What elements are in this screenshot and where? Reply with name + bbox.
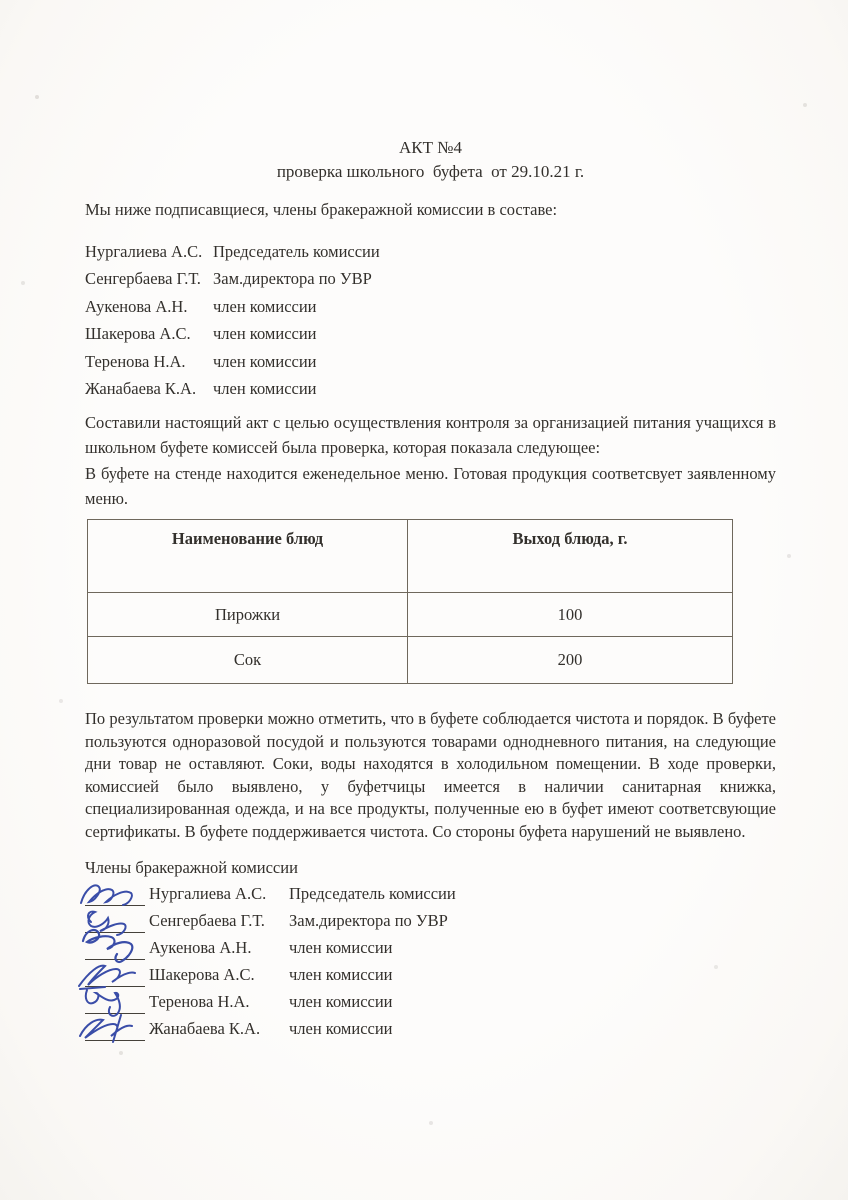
signatory-role: член комиссии <box>289 1018 393 1038</box>
signatory-name: Жанабаева К.А. <box>149 1018 261 1038</box>
handwritten-signature-icon <box>75 1010 149 1046</box>
member-role: Зам.директора по УВР <box>213 269 372 289</box>
signatory-name: Нургалиева А.С. <box>149 883 267 903</box>
member-role: член комиссии <box>213 379 317 399</box>
signature-row <box>85 960 776 987</box>
signature-line <box>85 914 145 933</box>
table-header-output: Выход блюда, г. <box>408 520 733 593</box>
signature-list <box>85 879 776 1041</box>
member-name: Нургалиева А.С. <box>85 241 203 261</box>
member-name: Жанабаева К.А. <box>85 379 197 399</box>
signature-line <box>85 995 145 1014</box>
signatures-heading: Члены бракеражной комиссии <box>85 857 298 877</box>
member-row <box>85 293 776 321</box>
table-header-dish: Наименование блюд <box>88 520 408 593</box>
signatory-role: Зам.директора по УВР <box>289 910 448 930</box>
scan-speckles <box>0 0 2 2</box>
document-title-block <box>85 0 776 184</box>
signatory-role: член комиссии <box>289 991 393 1011</box>
table-cell-dish: Сок <box>88 637 408 684</box>
member-row <box>85 238 776 266</box>
document-content <box>85 0 776 1041</box>
signatory-name: Аукенова А.Н. <box>149 937 252 957</box>
table-header-row <box>88 520 733 593</box>
table-cell-output: 100 <box>408 593 733 637</box>
member-name: Сенгербаева Г.Т. <box>85 269 201 289</box>
signature-line <box>85 887 145 906</box>
table-row <box>88 593 733 637</box>
member-row <box>85 376 776 404</box>
member-row <box>85 266 776 294</box>
member-row <box>85 321 776 349</box>
document-title: АКТ №4 <box>399 138 462 157</box>
table-row <box>88 637 733 684</box>
intro-paragraph: Мы ниже подписавщиеся, члены бракеражной комиссии в составе: <box>85 200 558 219</box>
menu-table <box>87 519 733 684</box>
signatory-role: член комиссии <box>289 937 393 957</box>
member-role: член комиссии <box>213 351 317 371</box>
signatory-role: Председатель комиссии <box>289 883 456 903</box>
signature-line <box>85 968 145 987</box>
member-name: Аукенова А.Н. <box>85 296 188 316</box>
signature-row <box>85 987 776 1014</box>
signatory-name: Теренова Н.А. <box>149 991 250 1011</box>
signatory-role: член комиссии <box>289 964 393 984</box>
signatory-name: Шакерова А.С. <box>149 964 255 984</box>
document-subtitle: проверка школьного буфета от 29.10.21 г. <box>276 162 585 181</box>
member-role: член комиссии <box>213 324 317 344</box>
inspection-results-paragraph: По результатом проверки можно отметить, что в буфете соблюдается чистота и порядок. В буфете пользуются одноразовой посудой и пользуются товарами однодневного питания, на следующие дни товар не оставляют. Соки, воды находятся в холодильном помещении. В ходе проверки, комиссией было выявлено, у буфетчицы имеется в наличии санитарная книжка, специализированная одежда, и на все продукты, полученные ею в буфет имеют соответсвующие сертификаты. В буфете поддерживается чистота. Со стороны буфета нарушений не выявлено. <box>85 709 776 841</box>
member-row <box>85 348 776 376</box>
member-name: Шакерова А.С. <box>85 324 191 344</box>
act-purpose-paragraph: Составили настоящий акт с целью осуществления контроля за организацией питания учащихся в школьном буфете комиссей была проверка, которая показала следующее: <box>85 413 776 457</box>
signature-row <box>85 879 776 906</box>
table-cell-output: 200 <box>408 637 733 684</box>
table-cell-dish: Пирожки <box>88 593 408 637</box>
member-role: Председатель комиссии <box>213 241 380 261</box>
signature-line <box>85 1022 145 1041</box>
commission-member-list <box>85 238 776 403</box>
signature-row <box>85 933 776 960</box>
signature-line <box>85 941 145 960</box>
member-name: Теренова Н.А. <box>85 351 186 371</box>
menu-note-paragraph: В буфете на стенде находится еженедельное меню. Готовая продукция соответсвует заявленному меню. <box>85 464 776 508</box>
member-role: член комиссии <box>213 296 317 316</box>
signature-row <box>85 906 776 933</box>
signatory-name: Сенгербаева Г.Т. <box>149 910 265 930</box>
signature-row <box>85 1014 776 1041</box>
